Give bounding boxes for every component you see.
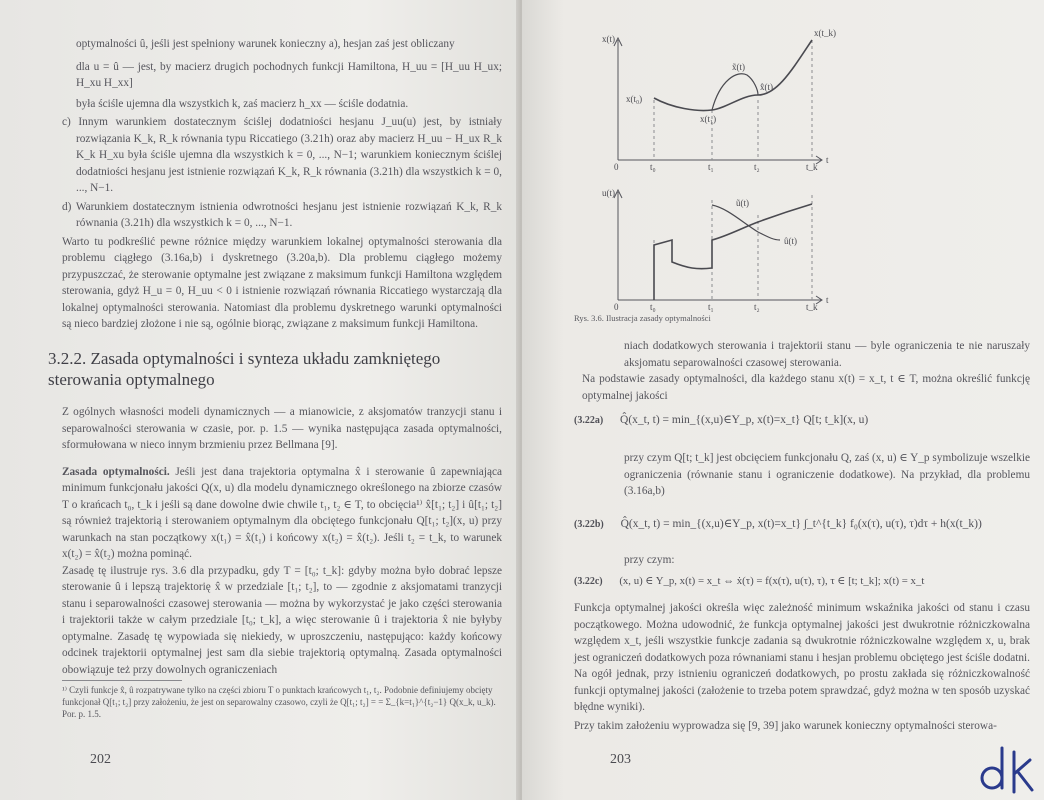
tick-bot-0: 0 xyxy=(614,302,619,312)
paragraph-zasade: Zasadę tę ilustruje rys. 3.6 dla przypadku, gdy T = [t₀; t_k]: gdyby można było dobrać lepsze sterowanie û i lepszą trajektorię x̂ w przedziale [t₁; t₂], to — zgodnie z aksjomatami tranzycji stanu i separowalności czasowej sterowania — można by wykorzystać je jako części sterowania i trajektorii także w całym przedziale [t₀; t_k], a więc sterowanie û i trajektoria x̂ nie byłyby optymalne. Zasadę tę wypowiada się niekiedy, w uproszczeniu, następująco: każdy końcowy odcinek trajektorii optymalnej jest sam dla siebie trajektorią optymalną. Zasada optymalności obowiązuje też przy dowolnych ograniczeniach xyxy=(62,564,502,676)
tick-top-t0: t₀ xyxy=(650,162,656,172)
heading-number: 3.2.2. xyxy=(48,349,87,368)
label-top-min: x(t₁) xyxy=(700,114,717,124)
left-top-block xyxy=(62,36,502,333)
label-bot-y: u(t) xyxy=(602,188,615,198)
item-c: c) Innym warunkiem dostatecznym ściślej dodatniości hesjanu J_uu(u) jest, by istniały rozwiązania K_k, R_k równania typu Riccatiego (3.21h) oraz aby macierz H_uu − H_ux R_k K_k H_xu była ściśle ujemna dla wszystkich k = 0, ..., N−1; warunkiem koniecznym ściślej dodatniości hesjanu jest istnienie rozwiązań K_k, R_k równania (3.21h) dla wszystkich k = 0, ..., N−1. xyxy=(62,116,502,194)
label-top-y: x(t) xyxy=(602,34,615,44)
left-page xyxy=(0,0,520,800)
eq-body-b: Q̂(x_t, t) = min_{(x,u)∈Y_p, x(t)=x_t} ∫_t^{t_k} f₀(x(τ), u(τ), τ)dτ + h(x(t_k)) xyxy=(620,518,982,530)
equation-3-22a xyxy=(574,412,868,426)
przy-czym-2: przy czym: xyxy=(624,554,675,566)
eq-body-a: Q̂(x_t, t) = min_{(x,u)∈Y_p, x(t)=x_t} Q[t; t_k](x, u) xyxy=(620,414,869,426)
tick-bot-tk: t_k xyxy=(806,302,818,312)
tick-top-0: 0 xyxy=(614,162,619,172)
text-line: dla u = û — jest, by macierz drugich pochodnych funkcji Hamiltona, H_uu = [H_uu H_ux; H_xu H_xx] xyxy=(76,60,502,89)
paragraph-zasada xyxy=(62,464,502,563)
right-page xyxy=(522,0,1044,800)
label-top-opt: x̂(t) xyxy=(760,82,773,92)
label-top-start: x(t₀) xyxy=(626,94,643,104)
figure-caption: Rys. 3.6. Ilustracja zasady optymalności xyxy=(574,313,711,323)
tick-bot-t1: t₁ xyxy=(708,302,714,312)
tick-bot-t0: t₀ xyxy=(650,302,656,312)
label-bot-t: t xyxy=(826,295,829,305)
label-bot-opt: û(t) xyxy=(784,236,797,246)
eq-label-b: (3.22b) xyxy=(574,519,604,530)
paragraph-przy-czym-1: przy czym Q[t; t_k] jest obcięciem funkcjonału Q, zaś (x, u) ∈ Y_p symbolizuje wszelkie ograniczenia (równanie stanu i ograniczenie dodatkowe). Na przykład, dla problemu (3.16a,b) xyxy=(624,452,1030,497)
section-heading xyxy=(48,348,498,390)
eq-label-c: (3.22c) xyxy=(574,576,603,587)
eq-body-c: (x, u) ∈ Y_p, x(t) = x_t ⇔ ẋ(τ) = f(x(τ), u(τ), τ), τ ∈ [t; t_k]; x(t) = x_t xyxy=(619,575,925,587)
paragraph-cont: niach dodatkowych sterowania i trajektorii stanu — byle ograniczenia te nie naruszały aksjomatu separowalności czasowej sterowania. xyxy=(624,340,1030,369)
paragraph-na-podstawie: Na podstawie zasady optymalności, dla każdego stanu x(t) = x_t, t ∈ T, można określić funkcję optymalnej jakości xyxy=(582,373,1030,402)
equation-3-22c xyxy=(574,574,924,587)
label-top-alt: x̃(t) xyxy=(732,62,745,72)
item-d: d) Warunkiem dostatecznym istnienia odwrotności hesjanu jest istnienie rozwiązań K_k, R_k równania (3.21h) dla wszystkich k = 0, ..., N−1. xyxy=(62,200,502,229)
paragraph-ogolnych: Z ogólnych własności modeli dynamicznych — a mianowicie, z aksjomatów tranzycji stanu i separowalności sterowania w czasie, por. p. 1.5 — wynika następująca zasada optymalności, sformułowana w nieco innym brzmieniu przez Bellmana [9]. xyxy=(62,406,502,451)
label-top-t: t xyxy=(826,155,829,165)
tick-bot-t2: t₂ xyxy=(754,302,760,312)
paragraph-warto: Warto tu podkreślić pewne różnice między warunkiem lokalnej optymalności sterowania dla problemu ciągłego (3.16a,b) i dyskretnego (3.20a,b). Dla problemu ciągłego możemy przypuszczać, że sterowanie optymalne jest związane z maksimum funkcji Hamiltona względem sterowania, gdyż H_u = 0, H_uu < 0 i istnienie rozwiązań równania Riccatiego wystarczają dla lokalnej optymalności sterowania. Natomiast dla problemu dyskretnego warunki optymalności są nieco bardziej złożone i nie są, ogólnie biorąc, związane z maksimum funkcji Hamiltona. xyxy=(62,235,502,330)
page-number-right: 203 xyxy=(610,752,631,767)
footnote-rule xyxy=(62,680,182,681)
right-text-3 xyxy=(574,600,1030,734)
right-text-2 xyxy=(574,450,1030,500)
heading-text: Zasada optymalności i synteza układu zamkniętego sterowania optymalnego xyxy=(48,349,441,389)
tick-top-t1: t₁ xyxy=(708,162,714,172)
zasada-label: Zasada optymalności. xyxy=(62,465,170,478)
footnote: ¹⁾ Czyli funkcje x̂, û rozpatrywane tylko na części zbioru T o punktach krańcowych t₁, t₂. Podobnie definiujemy obcięty funkcjonał Q[t₁; t₂] przy założeniu, że jest on separowalny czasowo, czyli że Q[t₁; t₂] = = Σ_{k=t₁}^{t₂−1} Q(x_k, u_k). Por. p. 1.5. xyxy=(62,685,496,719)
figure-3-6 xyxy=(522,0,1044,320)
tick-top-tk: t_k xyxy=(806,162,818,172)
equation-3-22b xyxy=(574,516,982,530)
left-body-block xyxy=(62,404,502,678)
right-text-1 xyxy=(574,338,1030,404)
tick-top-t2: t₂ xyxy=(754,162,760,172)
label-bot-alt: ũ(t) xyxy=(736,198,749,208)
zasada-text: Jeśli jest dana trajektoria optymalna x̂ i sterowanie û zapewniająca minimum funkcjonału jakości Q(x, u) dla modelu dynamicznego określonego na zbiorze czasów T o krańcach t₀, t_k i jeśli są dane dowolne dwie chwile t₁, t₂ ∈ T, to obcięcia¹⁾ x̂[t₁; t₂] i û[t₁; t₂] są również trajektorią i sterowaniem optymalnym dla obciętego funkcjonału Q[t₁; t₂](x, u) przy warunkach na stan początkowy x(t₁) = x̂(t₁) i końcowy x(t₂) = x̂(t₂). Jeśli t₂ = t_k, to warunek x(t₂) = x̂(t₂) można pominąć. xyxy=(62,465,502,560)
paragraph-przy-takim: Przy takim założeniu wyprowadza się [9, 39] jako warunek konieczny optymalności sterowa- xyxy=(574,719,997,732)
page-number-left: 202 xyxy=(90,752,111,767)
label-top-end: x(t_k) xyxy=(814,28,836,38)
dk-logo-icon xyxy=(974,742,1034,796)
eq-label-a: (3.22a) xyxy=(574,415,604,426)
text-line: była ściśle ujemna dla wszystkich k, zaś macierz h_xx — ściśle dodatnia. xyxy=(76,97,409,110)
text-line: optymalności û, jeśli jest spełniony warunek konieczny a), hesjan zaś jest obliczany xyxy=(76,38,455,50)
paragraph-funkcja: Funkcja optymalnej jakości określa więc zależność minimum wskaźnika jakości od stanu i czasu początkowego. Można udowodnić, że funkcja optymalnej jakości jest dwukrotnie różniczkowalna względem x_t, jeśli wszystkie funkcje zadania są dwukrotnie różniczkowalne względem x, u, brak jest ograniczeń dodatkowych poza równaniami stanu i hesjan problemu obciętego jest ściśle dodatni. Na ogół jednak, przy istnieniu ograniczeń dodatkowych, po prostu zakłada się różniczkowalność funkcji optymalnej jakości (założenie to trzeba potem sprawdzać, gdyż można w ten sposób uzyskać błędne wyniki). xyxy=(574,602,1030,713)
